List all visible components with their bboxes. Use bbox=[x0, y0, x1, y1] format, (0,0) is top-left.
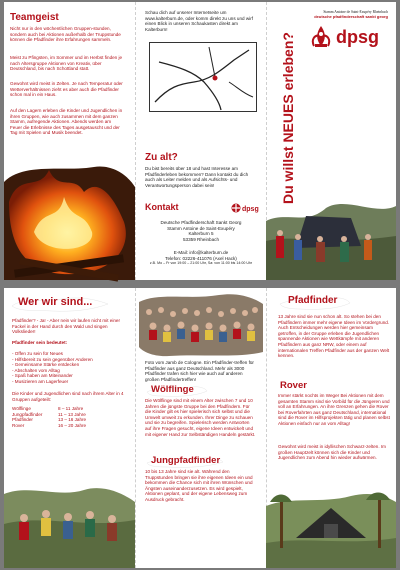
zu-alt-text: Du bist bereits über 18 und hast Interesse am Pfadfinderleben bekommen? Dann kontakt du dich auch als Leiter melden und als Aufsichts- und Verantwortungsperson dabei sein! bbox=[145, 166, 249, 188]
group-age: 8 – 11 Jahre bbox=[58, 406, 84, 411]
kontakt-line-3: Kalterburn 5 bbox=[188, 231, 214, 237]
closing-text: Gewohnt wird meist in idyllischen Schwarz-zelten. Im großen Hauptzelt können sich die Kinder und Jugendlichen zum Abend hin wieder aufwärmen. bbox=[278, 444, 386, 461]
group-name: Wölflinge bbox=[12, 406, 31, 411]
list-item: - Offen zu sein für Neues bbox=[12, 351, 63, 356]
bedeutet-heading: Pfadfinder sein bedeutet: bbox=[12, 340, 68, 345]
group-age: 11 – 13 Jahre bbox=[58, 411, 86, 417]
panel-groups-young bbox=[135, 288, 266, 568]
bedeutet-list bbox=[12, 351, 128, 385]
kontakt-heading: Kontakt bbox=[145, 202, 179, 212]
groups-table bbox=[12, 406, 102, 428]
dpsg-small-logo bbox=[231, 202, 259, 214]
panel-contact bbox=[135, 2, 266, 280]
teamgeist-paragraph-2: Meist zu Pfingsten, im Sommer und im Herbst finden je nach Altersgruppe Aktionen von Kreativ, über Deutschland, bis nach Schottland statt. bbox=[10, 55, 123, 72]
panel-teamgeist bbox=[4, 2, 135, 280]
hours-line: z.B. Mo – Fr von 19:00 – 21:00 Uhr, Sa: von 11:00 bis 14:00 Uhr bbox=[149, 261, 253, 266]
jamb-de-cologne-photo bbox=[139, 292, 263, 358]
location-map bbox=[149, 42, 257, 112]
jungpfadfinder-heading: Jungpfadfinder bbox=[151, 455, 221, 466]
list-item: - Spaß haben am Miteinander bbox=[12, 373, 73, 379]
svg-text:dpsg: dpsg bbox=[242, 206, 259, 213]
pfadfinder-heading: Pfadfinder bbox=[288, 295, 338, 306]
kontakt-line-2: Stamm Antoine de Saint-Exupéry bbox=[167, 225, 235, 231]
camp-group-photo bbox=[266, 196, 396, 280]
groups-intro: Die Kinder und Jugendlichen sind nach ihrem Alter in 4 Gruppen aufgeteilt: bbox=[12, 391, 124, 402]
kontakt-contact bbox=[145, 250, 257, 267]
group-row bbox=[12, 423, 102, 429]
email-line[interactable]: E-Mail: info@kalterburn.de bbox=[173, 250, 229, 255]
dpsg-lily-icon bbox=[310, 24, 332, 52]
kontakt-address bbox=[145, 220, 257, 242]
teamgeist-paragraph-4: Auf den Lagern erleben die Kinder und Jugendlichen in ihren Gruppen, wie auch zusammen mit dem ganzen Stamm, aufregende Aktionen. Abends werden am Feuer die Erlebnisse des Tages ausgetauscht und der Tag mit Spielen und Musik beendet. bbox=[10, 108, 123, 136]
dpsg-logo-text: dpsg bbox=[336, 27, 379, 47]
zu-alt-heading: Zu alt? bbox=[145, 152, 178, 163]
list-item: - Gemeinsame Stärke entdecken bbox=[12, 362, 80, 368]
wer-wir-sind-intro: Pfadfinder? - Ja! - Aber nein wir laufen nicht mit einer Fackel in der Hand durch den Wald und singen Volkslieder! bbox=[12, 318, 121, 335]
panel-groups-older bbox=[266, 288, 396, 568]
teamgeist-paragraph-3: Gewohnt wird meist in Zelten. Je nach Temperatur oder Wetterverhältnissen zieht es aber auch die Pfadfinder schon mal in ein Haus. bbox=[10, 81, 123, 98]
list-item: - Abschalten vom Alltag bbox=[12, 367, 60, 373]
group-age: 16 – 20 Jahre bbox=[58, 422, 87, 428]
jamb-photo-caption: Foto vom Jamb de Cologne. Ein Pfadfinder-treffen für Pfadfinder aus ganz Deutschland. Mehr als 3000 Pfadfinder trafen sich hier wie auch auf anderen großen Pfadfindertreffen! bbox=[145, 360, 254, 382]
brochure-inside-sheet bbox=[4, 288, 396, 568]
wer-wir-sind-heading: Wer wir sind... bbox=[18, 296, 93, 308]
association-line-2: deutsche pfadfinderschaft sankt georg bbox=[314, 14, 388, 19]
woelflinge-text: Die Wölflinge sind mit einem Alter zwischen 7 und 10 Jahren die jüngste Gruppe bei den Pfadfindern. Für die Kinder gilt es hier spielerisch sich selbst und die Umwelt umweit zu erkunden. Ihrer Dinge zu schauen und sie zu begreifen. Spielerisch werden Antworten auf ihre Fragen gesucht, eigene Ideen entwickelt und mit eigener Hand zur Selbständigen Handeln gestärkt. bbox=[145, 398, 256, 437]
panel-wer-wir-sind bbox=[4, 288, 135, 568]
kontakt-line-1: Deutsche Pfadfinderschaft Sankt Georg bbox=[160, 220, 242, 225]
teamgeist-paragraph-1: Nicht nur in den wöchentlichen Gruppen-stunden, sondern auch bei Aktionen außerhalb der Truppstunde können die Pfadfinder ihre Erfahrungen sammeln. bbox=[10, 26, 121, 43]
group-name: Pfadfinder bbox=[12, 417, 33, 423]
kids-group-photo bbox=[4, 484, 135, 568]
slogan-wrapper bbox=[280, 32, 300, 204]
group-name: Rover bbox=[12, 422, 25, 428]
list-item: - Musizieren am Lagerfeuer bbox=[12, 378, 69, 384]
teamgeist-heading: Teamgeist bbox=[10, 12, 59, 23]
group-age: 13 – 16 Jahre bbox=[58, 417, 87, 423]
panel-cover bbox=[266, 2, 396, 280]
list-item: - Hilfsbereit zu sein gegenüber Anderen bbox=[12, 356, 93, 362]
map-intro-text: Schau dich auf unserer Internetseite um www.kalterburn.de, oder komm direkt zu uns und wirf einen Blick in unseren Schaukasten direkt am Kalterburn! bbox=[145, 10, 253, 32]
woelflinge-heading: Wölflinge bbox=[151, 384, 194, 395]
tent-camp-photo bbox=[266, 488, 396, 568]
brochure-outside-sheet bbox=[4, 2, 396, 280]
rover-text: Immer stärkt nochts im Weger Bei Aktionen mit dem gesamten Stamm sind sie Vorbild für die Jüngeren und voll an Erfahrungen. An ihre Grenzen gehen die Rover bei Roverfahrten aus ganz Deutschland, international sind die Rover im Hilfsprojekten tätig und planen selbst Aktionen einfach nur an vom Alltag! bbox=[278, 393, 390, 426]
jungpfadfinder-text: 10 bis 13 Jahre sind sie alt. Während den Truppstunden bringen sie ihre eigenen Ideen ein und bekommen die Chance sich mit ihren Wünschen und Ängsten auseinanderzusetzen. Es wird gespielt, Aktionen geplant, und der eigene Lebensweg zum Ausdruck gebracht. bbox=[145, 469, 253, 502]
campfire-photo bbox=[4, 162, 135, 280]
association-header bbox=[280, 10, 388, 19]
group-name: Jungpfadfinder bbox=[12, 411, 43, 417]
slogan-text: Du willst NEUES erleben? bbox=[280, 32, 296, 204]
phone-line: Telefon: 02226-411076 (Axel Hack) bbox=[165, 255, 237, 261]
rover-heading: Rover bbox=[280, 380, 307, 391]
pfadfinder-text: 13 Jahre sind sie nun schon alt. So stehen bei den Pfadfindern immer mehr eigene Ideen im Vordergrund. Auch Entscheidungen werden hier gemeinsam getroffen, in der Gruppe erleben die Jugendlichen spannende Aktionen wie Wettkämpfe mit anderen Pfadfindern aus ganz NRW, oder einem auf internationalen Treffen Pfadfinder aus der ganzen Welt kennen. bbox=[278, 314, 390, 359]
association-line-1: Stamm Antoine de Saint-Exupéry Rheinbach bbox=[323, 10, 388, 14]
kontakt-line-4: 53359 Rheinbach bbox=[182, 236, 219, 242]
